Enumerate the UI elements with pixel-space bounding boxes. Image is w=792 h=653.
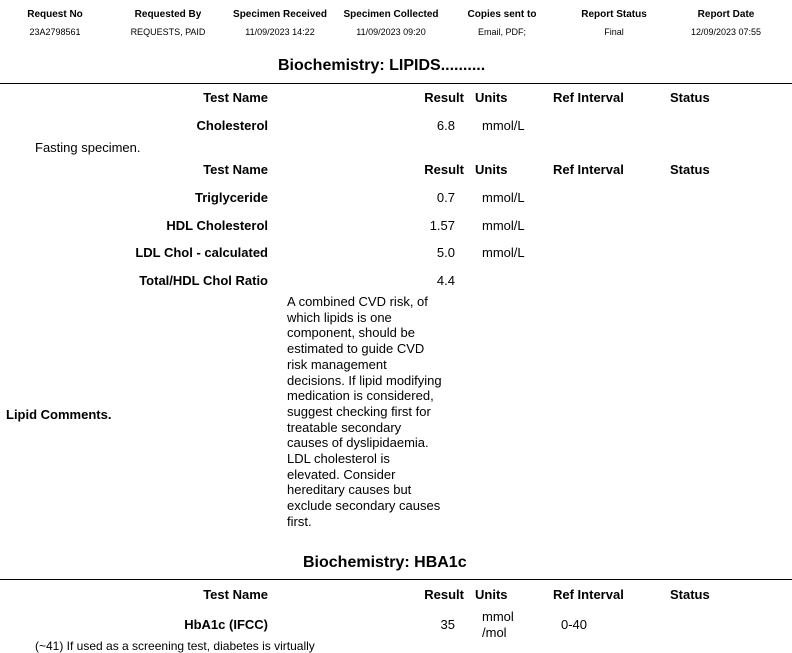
col-header-test-name: Test Name — [203, 90, 268, 105]
specimen-note: Fasting specimen. — [35, 140, 141, 155]
test-result: 0.7 — [436, 190, 455, 205]
header-label-copies-sent: Copies sent to — [467, 9, 537, 20]
header-value-copies-sent: Email, PDF; — [477, 27, 526, 37]
comment-line: medication is considered, — [287, 388, 434, 404]
col-header-ref-interval: Ref Interval — [553, 90, 624, 105]
col-header-units: Units — [475, 587, 508, 602]
col-header-units: Units — [475, 90, 508, 105]
comment-line: treatable secondary — [287, 419, 402, 435]
col-header-status: Status — [670, 587, 710, 602]
col-header-ref-interval: Ref Interval — [553, 587, 624, 602]
col-header-status: Status — [670, 90, 710, 105]
test-name: LDL Chol - calculated — [135, 245, 268, 260]
comment-line: causes of dyslipidaemia. — [287, 435, 429, 451]
header-value-requested-by: REQUESTS, PAID — [130, 27, 206, 37]
comment-line: suggest checking first for — [287, 403, 431, 419]
header-value-report-date: 12/09/2023 07:55 — [690, 27, 762, 37]
test-units: mmol/L — [482, 218, 525, 233]
comment-line: estimated to guide CVD — [287, 341, 425, 357]
test-result: 35 — [440, 617, 455, 632]
section-title-lipids: Biochemistry: LIPIDS.......... — [278, 57, 486, 74]
comment-line: decisions. If lipid modifying — [287, 372, 442, 388]
test-ref-interval: 0-40 — [561, 617, 588, 632]
col-header-units: Units — [475, 162, 508, 177]
col-header-result: Result — [424, 587, 464, 602]
comment-line: risk management — [287, 356, 387, 372]
header-value-specimen-received: 11/09/2023 14:22 — [245, 27, 315, 37]
col-header-test-name: Test Name — [203, 587, 268, 602]
test-name: Total/HDL Chol Ratio — [139, 273, 268, 288]
test-name: HDL Cholesterol — [166, 218, 268, 233]
col-header-status: Status — [670, 162, 710, 177]
header-label-specimen-received: Specimen Received — [233, 9, 327, 20]
col-header-result: Result — [424, 162, 464, 177]
comment-line: which lipids is one — [287, 309, 392, 325]
header-label-report-date: Report Date — [697, 9, 755, 20]
test-result: 1.57 — [429, 218, 455, 233]
test-units: mmol — [482, 609, 514, 624]
header-label-specimen-collected: Specimen Collected — [343, 9, 439, 20]
test-result: 6.8 — [436, 118, 455, 133]
comment-line: elevated. Consider — [287, 466, 396, 482]
test-units: mmol/L — [482, 118, 525, 133]
comment-line: A combined CVD risk, of — [287, 294, 428, 309]
test-units: mmol/L — [482, 245, 525, 260]
header-value-request-no: 23A2798561 — [29, 27, 81, 37]
comment-line: component, should be — [287, 325, 415, 341]
test-result: 4.4 — [436, 273, 455, 288]
col-header-result: Result — [424, 90, 464, 105]
test-units: mmol/L — [482, 190, 525, 205]
test-result: 5.0 — [436, 245, 455, 260]
header-label-report-status: Report Status — [581, 9, 647, 20]
comment-line: exclude secondary causes — [287, 498, 441, 514]
test-name: Cholesterol — [196, 118, 268, 133]
test-name: HbA1c (IFCC) — [184, 617, 268, 632]
section-title-hba1c: Biochemistry: HBA1c — [303, 554, 467, 571]
lipid-comment-text — [287, 294, 457, 530]
col-header-ref-interval: Ref Interval — [553, 162, 624, 177]
hba1c-comment-cut: (~41) If used as a screening test, diabetes is virtually — [35, 639, 315, 653]
section-divider — [0, 83, 792, 84]
test-name: Triglyceride — [195, 190, 268, 205]
col-header-test-name: Test Name — [203, 162, 268, 177]
comment-line: LDL cholesterol is — [287, 451, 390, 467]
section-divider — [0, 579, 792, 580]
header-value-specimen-collected: 11/09/2023 09:20 — [356, 27, 426, 37]
comment-line: first. — [287, 513, 312, 529]
header-label-request-no: Request No — [27, 9, 83, 20]
header-value-report-status: Final — [604, 27, 624, 37]
lipid-comments-label: Lipid Comments. — [6, 407, 112, 422]
test-units: /mol — [482, 625, 507, 640]
comment-line: hereditary causes but — [287, 482, 412, 498]
header-label-requested-by: Requested By — [134, 9, 202, 20]
